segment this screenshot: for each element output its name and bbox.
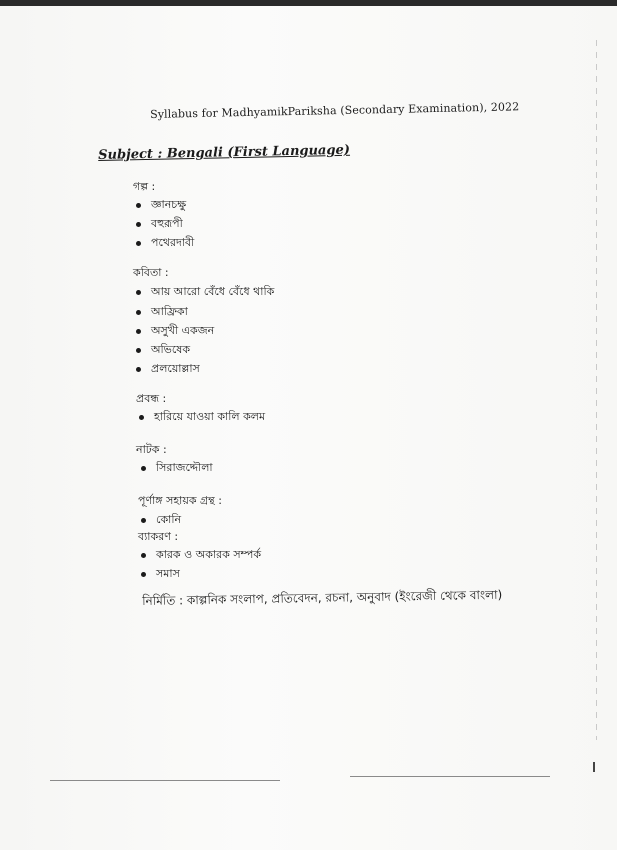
section-label-natok: নাটক : [136, 443, 167, 456]
list-item: কোনি [141, 511, 181, 530]
section-label-byakoron: ব্যাকরণ : [138, 530, 179, 543]
list-item: হারিয়ে যাওয়া কালি কলম [139, 408, 265, 427]
signature-line-left [50, 780, 280, 781]
bullet-icon [136, 348, 141, 353]
bullet-icon [139, 415, 144, 420]
bullet-icon [136, 367, 141, 372]
list-item: সিরাজদ্দৌলা [141, 459, 213, 478]
section-label-sohayok-grontho: পূর্ণাঙ্গ সহায়ক গ্রন্থ : [138, 494, 222, 507]
bullet-icon [141, 553, 146, 558]
bullet-icon [136, 203, 141, 208]
list-item: আফ্রিকা [136, 303, 188, 322]
list-item: বহুরূপী [136, 215, 183, 234]
document-header: Syllabus for MadhyamikPariksha (Secondary Examination), 2022 [150, 100, 520, 121]
bullet-icon [136, 290, 141, 295]
bullet-icon [141, 572, 146, 577]
list-item: প্রলয়োল্লাস [136, 360, 200, 379]
bullet-icon [141, 466, 146, 471]
bullet-icon [136, 222, 141, 227]
list-item: আয় আরো বেঁধে বেঁধে থাকি [136, 283, 274, 302]
signature-line-right [350, 776, 550, 777]
section-label-kobita: কবিতা : [133, 266, 169, 279]
bullet-icon [136, 329, 141, 334]
list-item: সমাস [141, 565, 180, 584]
list-item: অভিষেক [136, 341, 190, 360]
list-item: জ্ঞানচক্ষু [136, 196, 186, 215]
bullet-icon [141, 518, 146, 523]
section-label-probondho: প্রবন্ধ : [136, 392, 167, 405]
nirmiti-line: নির্মিতি : কাল্পনিক সংলাপ, প্রতিবেদন, রচনা, অনুবাদ (ইংরেজী থেকে বাংলা) [142, 587, 503, 608]
bullet-icon [136, 241, 141, 246]
list-item: পথেরদাবী [136, 234, 194, 253]
section-label-golpo: গল্প : [133, 180, 156, 193]
subject-title: Subject : Bengali (First Language) [98, 142, 351, 163]
scan-mark [593, 762, 595, 772]
bullet-icon [136, 310, 141, 315]
list-item: অসুখী একজন [136, 322, 214, 341]
list-item: কারক ও অকারক সম্পর্ক [141, 546, 261, 565]
